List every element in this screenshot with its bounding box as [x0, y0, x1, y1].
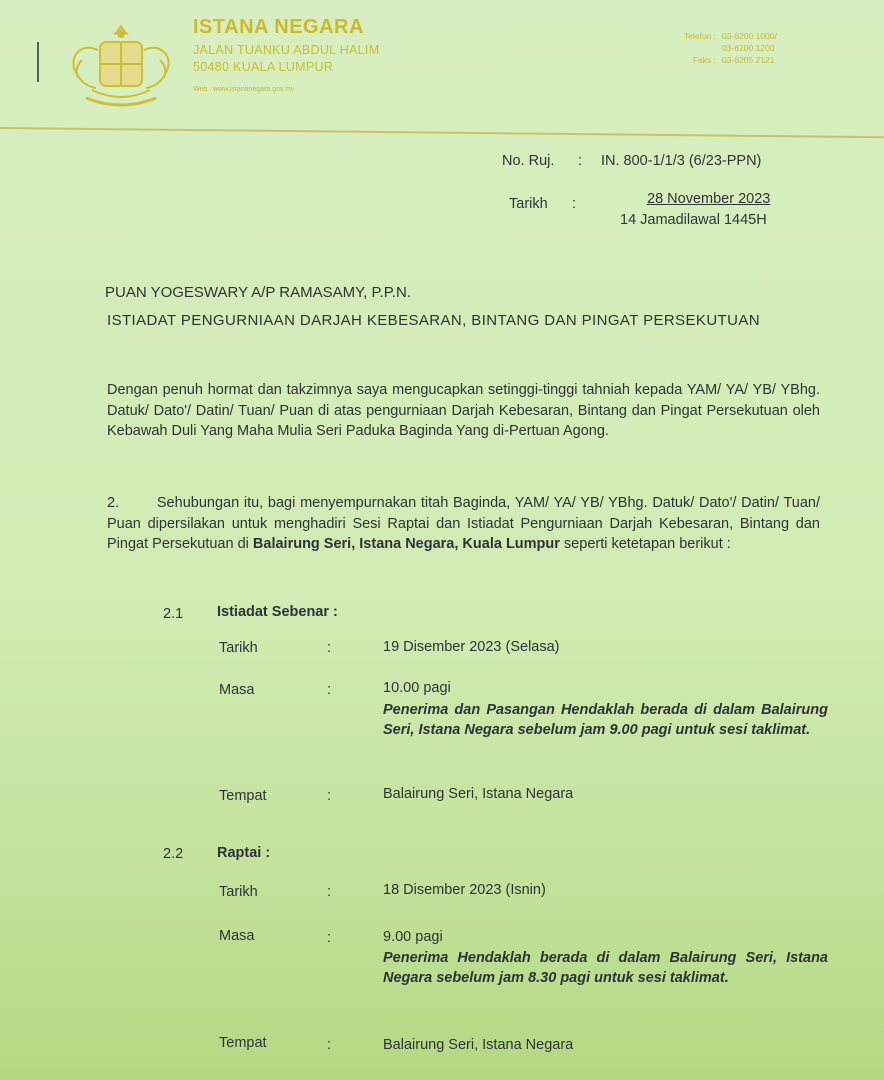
letter-subject: ISTIADAT PENGURNIAAN DARJAH KEBESARAN, BINTANG DAN PINGAT PERSEKUTUAN: [107, 312, 760, 329]
address-line: JALAN TUANKU ABDUL HALIM: [193, 43, 380, 57]
coat-of-arms-logo: [62, 20, 180, 112]
section-number: 2.2: [163, 846, 184, 862]
tempat-value: Balairung Seri, Istana Negara: [383, 786, 574, 802]
row-colon: :: [327, 788, 332, 804]
briefing-note: Penerima dan Pasangan Hendaklah berada di dalam Balairung Seri, Istana Negara sebelum jam 9.00 pagi untuk sesi taklimat.: [383, 702, 828, 738]
paragraph-text-end: seperti ketetapan berikut :: [559, 536, 731, 552]
letterhead-address: [193, 42, 379, 76]
section-number: 2.1: [163, 606, 184, 622]
tarikh-label: Tarikh: [219, 640, 258, 656]
tarikh-value: 19 Disember 2023 (Selasa): [383, 639, 560, 655]
date-colon: :: [572, 196, 577, 212]
contact-label: Telefon :: [683, 31, 716, 41]
briefing-note: Penerima Hendaklah berada di dalam Balairung Seri, Istana Negara sebelum jam 8.30 pagi untuk sesi taklimat.: [383, 950, 828, 986]
row-colon: :: [327, 884, 332, 900]
contact-label: Faks :: [692, 55, 716, 65]
tarikh-label: Tarikh: [219, 884, 258, 900]
hijri-date: 14 Jamadilawal 1445H: [620, 212, 767, 228]
margin-mark: [37, 42, 39, 82]
contact-value: 03-6200 1000/: [722, 31, 777, 41]
contact-label: [666, 42, 722, 54]
contact-value: 03-6205 2121: [722, 55, 775, 65]
venue-bold-text: Balairung Seri, Istana Negara, Kuala Lumpur: [252, 536, 560, 552]
paragraph-invitation: [107, 493, 820, 555]
tempat-label: Tempat: [219, 1035, 267, 1051]
recipient-name: PUAN YOGESWARY A/P RAMASAMY, P.P.N.: [105, 284, 411, 301]
row-colon: :: [327, 682, 332, 698]
ref-colon: :: [578, 153, 583, 169]
masa-label: Masa: [219, 928, 255, 944]
tarikh-value: 18 Disember 2023 (Isnin): [383, 882, 546, 898]
row-colon: :: [327, 1037, 332, 1053]
section-title: Istiadat Sebenar :: [217, 604, 338, 620]
contact-row: [666, 30, 777, 42]
contact-row: [666, 42, 777, 54]
masa-value: 9.00 pagi: [383, 929, 443, 945]
date-label: Tarikh: [509, 196, 548, 212]
tempat-label: Tempat: [219, 788, 267, 804]
masa-value: 10.00 pagi: [383, 680, 451, 696]
letterhead-name: ISTANA NEGARA: [193, 16, 364, 38]
letter-date: 28 November 2023: [647, 191, 771, 207]
contact-row: [666, 54, 777, 66]
tempat-value: Balairung Seri, Istana Negara: [383, 1037, 574, 1053]
section-title: Raptai :: [217, 845, 271, 861]
letterhead-contacts: [666, 30, 777, 66]
ref-number: IN. 800-1/1/3 (6/23-PPN): [601, 153, 762, 169]
letterhead-divider: [0, 127, 884, 138]
paragraph-text: Sehubungan itu, bagi menyempurnakan titah Baginda, YAM/ YA/ YB/ YBhg. Datuk/ Dato'/ Datin/ Tuan/ Puan dipersilakan untuk menghadiri Sesi Raptai dan Istiadat Pengurniaan Darjah Kebesaran, Bintang dan Pingat Persekutuan di: [107, 495, 820, 552]
letterhead-website: Web : www.istananegara.gov.my: [193, 86, 295, 93]
paragraph-congratulations: Dengan penuh hormat dan takzimnya saya mengucapkan setinggi-tinggi tahniah kepada YAM/ YA/ YB/ YBhg. Datuk/ Dato'/ Datin/ Tuan/ Puan di atas pengurniaan Darjah Kebesaran, Bintang dan Pingat Persekutuan oleh Kebawah Duli Yang Maha Mulia Seri Paduka Baginda Yang di-Pertuan Agong.: [107, 382, 820, 439]
row-colon: :: [327, 930, 332, 946]
ref-label: No. Ruj.: [502, 153, 555, 169]
row-colon: :: [327, 640, 332, 656]
masa-label: Masa: [219, 682, 255, 698]
contact-value: 03-6200 1200: [722, 43, 775, 53]
address-line: 50480 KUALA LUMPUR: [193, 60, 334, 74]
paragraph-number: 2.: [107, 495, 120, 511]
